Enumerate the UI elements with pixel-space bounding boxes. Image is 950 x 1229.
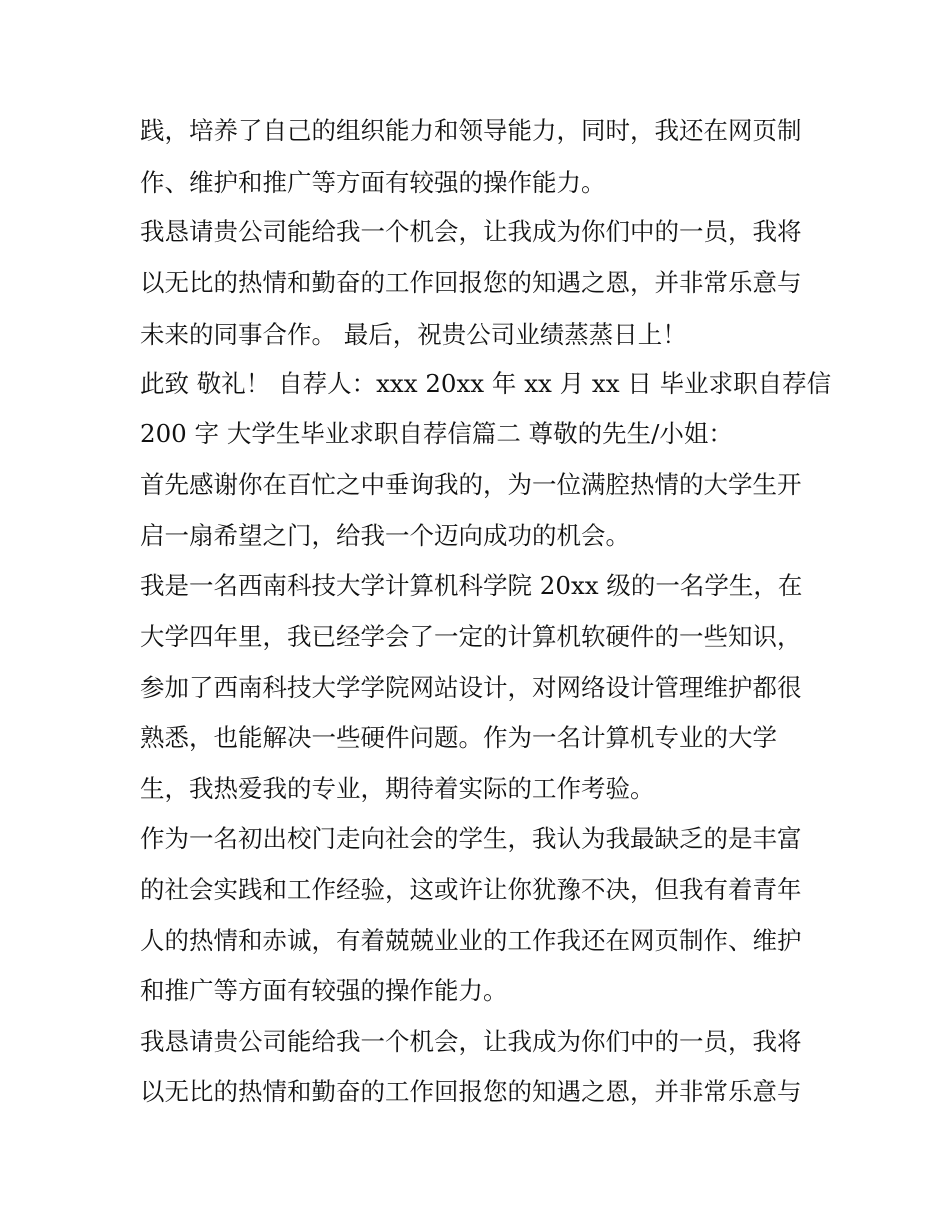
text-line: 我恳请贵公司能给我一个机会，让我成为你们中的一员，我将 bbox=[140, 217, 802, 246]
text-line: 以无比的热情和勤奋的工作回报您的知遇之恩，并非常乐意与 bbox=[140, 268, 802, 297]
text-line: 首先感谢你在百忙之中垂询我的，为一位满腔热情的大学生开 bbox=[140, 470, 802, 499]
text-line: 我是一名西南科技大学计算机科学院 20xx 级的一名学生，在 bbox=[140, 571, 803, 600]
text-line: 生，我热爱我的专业，期待着实际的工作考验。 bbox=[140, 774, 655, 803]
text-line: 作、维护和推广等方面有较强的操作能力。 bbox=[140, 168, 606, 197]
text-line: 此致 敬礼！ 自荐人：xxx 20xx 年 xx 月 xx 日 毕业求职自荐信 bbox=[140, 369, 832, 398]
text-line: 人的热情和赤诚，有着兢兢业业的工作我还在网页制作、维护 bbox=[140, 926, 802, 955]
text-line: 和推广等方面有较强的操作能力。 bbox=[140, 976, 508, 1005]
text-line: 以无比的热情和勤奋的工作回报您的知遇之恩，并非常乐意与 bbox=[140, 1077, 802, 1106]
text-line: 启一扇希望之门，给我一个迈向成功的机会。 bbox=[140, 521, 630, 550]
text-line: 我恳请贵公司能给我一个机会，让我成为你们中的一员，我将 bbox=[140, 1027, 802, 1056]
text-line: 熟悉，也能解决一些硬件问题。作为一名计算机专业的大学 bbox=[140, 723, 777, 752]
text-line: 参加了西南科技大学学院网站设计，对网络设计管理维护都很 bbox=[140, 673, 802, 702]
text-line: 作为一名初出校门走向社会的学生，我认为我最缺乏的是丰富 bbox=[140, 824, 802, 853]
text-line: 未来的同事合作。 最后，祝贵公司业绩蒸蒸日上！ bbox=[140, 320, 687, 349]
text-line: 的社会实践和工作经验，这或许让你犹豫不决，但我有着青年 bbox=[140, 875, 802, 904]
text-line: 践，培养了自己的组织能力和领导能力，同时，我还在网页制 bbox=[140, 116, 802, 145]
text-line: 大学四年里，我已经学会了一定的计算机软硬件的一些知识， bbox=[140, 622, 802, 651]
text-line: 200 字 大学生毕业求职自荐信篇二 尊敬的先生/小姐： bbox=[140, 419, 733, 448]
